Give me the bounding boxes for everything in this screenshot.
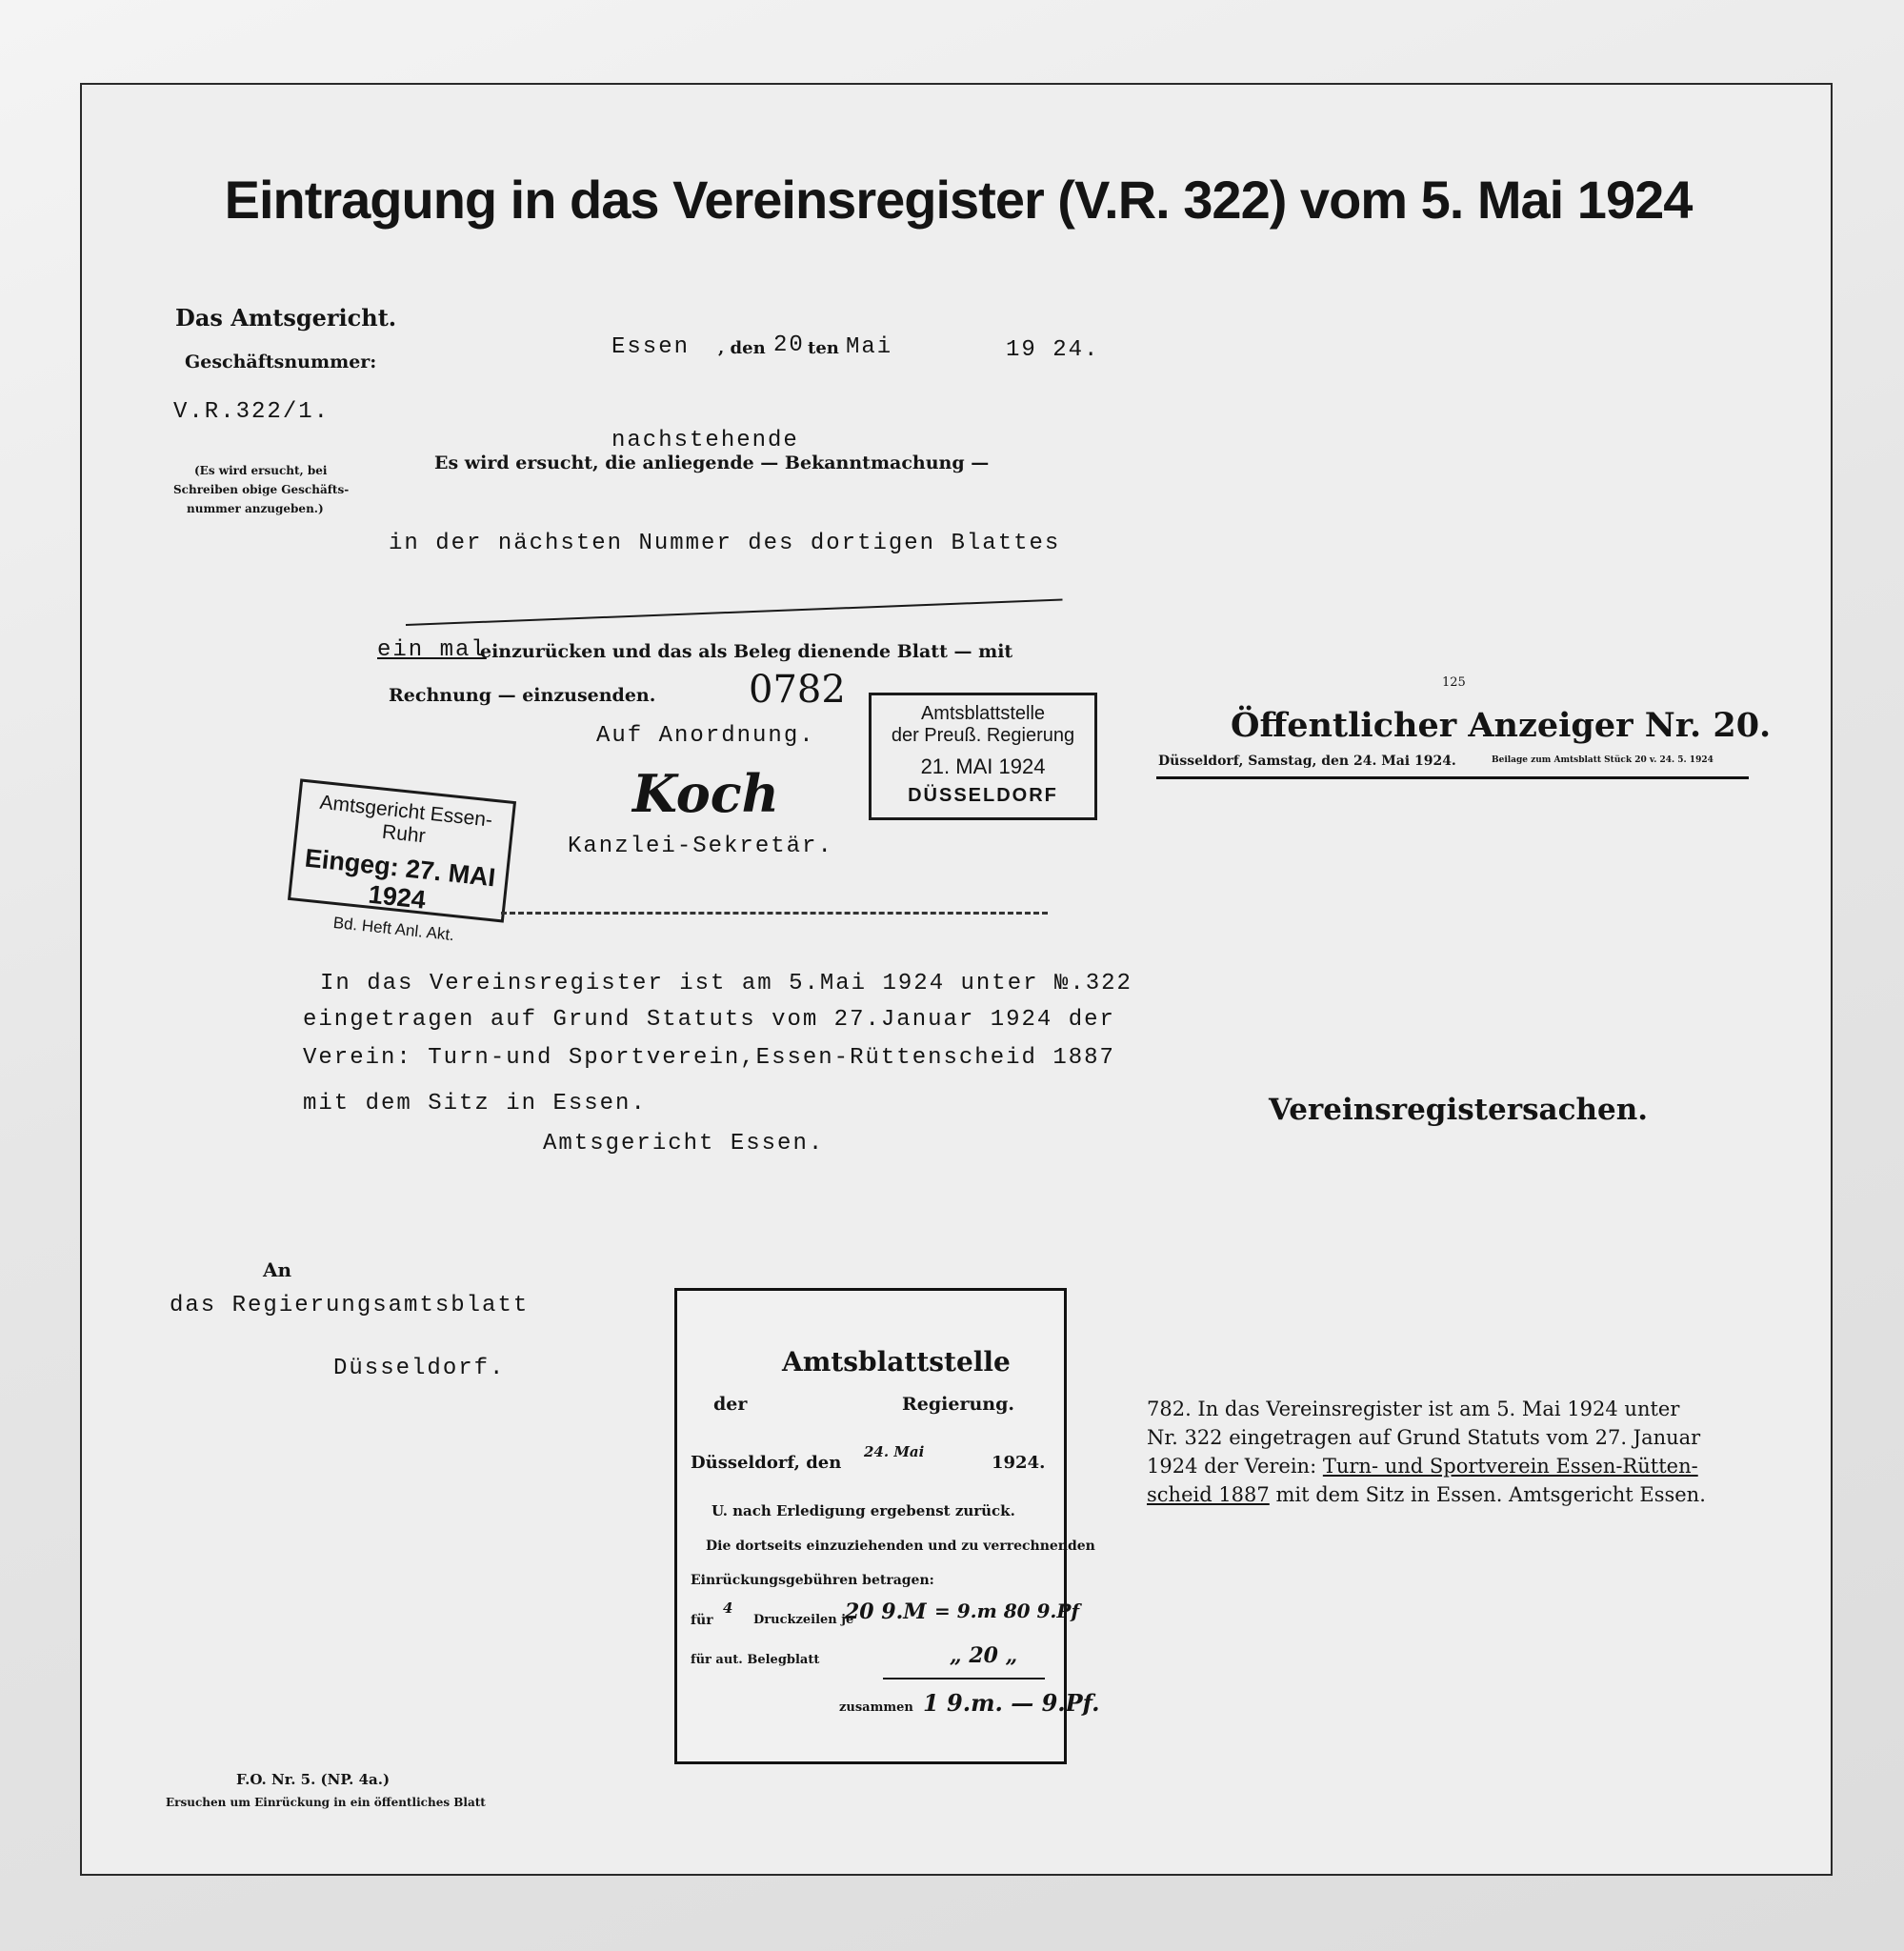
received-stamp-date: Eingeg: 27. MAI 1924	[303, 843, 497, 915]
note-line-2: Schreiben obige Geschäfts-	[173, 483, 350, 496]
form-per-line-hand: 20 9.M	[845, 1599, 927, 1624]
form-place: Düsseldorf, den	[691, 1453, 842, 1473]
by-order: Auf Anordnung.	[596, 723, 815, 749]
newspaper-masthead: Öffentlicher Anzeiger Nr. 20.	[1231, 706, 1772, 745]
notice-line-4b: mit dem Sitz in Essen. Amtsgericht Essen.	[1275, 1483, 1706, 1506]
notice-line-3a: 1924 der Verein:	[1147, 1455, 1317, 1478]
notice-line-2: Nr. 322 eingetragen auf Grund Statuts vom 27. Januar	[1147, 1426, 1701, 1449]
line-insert: einzurücken und das als Beleg dienende Blatt — mit	[480, 641, 1013, 662]
date-prefix: , den	[718, 338, 766, 358]
received-stamp-line-1: Amtsgericht Essen-Ruhr	[318, 791, 494, 848]
form-sum-rule	[883, 1678, 1045, 1679]
to-line-2: Düsseldorf.	[333, 1356, 506, 1381]
form-copy-label: für aut. Belegblatt	[691, 1653, 820, 1667]
line-next-number: in der nächsten Nummer des dortigen Blattes	[389, 531, 1061, 556]
newspaper-dateline: Düsseldorf, Samstag, den 24. Mai 1924.	[1158, 754, 1456, 769]
case-number: V.R.322/1.	[173, 399, 331, 425]
form-sub-right: Regierung.	[902, 1394, 1015, 1415]
office-stamp-line-2: der Preuß. Regierung	[891, 725, 1075, 746]
separator-dashes	[501, 912, 1048, 915]
ein-mal: ein mal	[377, 637, 487, 663]
form-sum-label: zusammen	[839, 1700, 913, 1715]
request-line: Es wird ersucht, die anliegende — Bekanntmachung —	[434, 453, 990, 473]
masthead-rule	[1156, 776, 1749, 779]
form-sub-left: der	[713, 1394, 748, 1415]
court-name: Das Amtsgericht.	[175, 304, 397, 332]
form-fees-line-2: Einrückungsgebühren betragen:	[691, 1573, 934, 1588]
form-description: Ersuchen um Einrückung in ein öffentliches Blatt	[166, 1796, 486, 1809]
case-number-label: Geschäftsnummer:	[185, 352, 377, 372]
form-returned: U. nach Erledigung ergebenst zurück.	[711, 1502, 1015, 1519]
notice-line-1: 782. In das Vereinsregister ist am 5. Mai 1924 unter	[1147, 1398, 1680, 1420]
line-invoice: Rechnung — einzusenden.	[389, 685, 656, 706]
page-title: Eintragung in das Vereinsregister (V.R. 322) vom 5. Mai 1924	[224, 170, 1693, 230]
newspaper-page: 125	[1442, 675, 1466, 690]
entry-line-3: Verein: Turn-und Sportverein,Essen-Rüttenscheid 1887	[303, 1045, 1115, 1071]
signature: Koch	[632, 763, 779, 824]
day-suffix: ten	[808, 338, 839, 358]
entry-signoff: Amtsgericht Essen.	[543, 1131, 825, 1157]
form-fees-line-1: Die dortseits einzuziehenden und zu verrechnenden	[706, 1539, 1095, 1554]
insert-word: nachstehende	[611, 428, 799, 453]
document-sheet	[80, 83, 1833, 1876]
form-sum-hand: 1 9.m. — 9.Pf.	[923, 1689, 1100, 1717]
to-label: An	[263, 1258, 292, 1281]
letter-month: Mai	[846, 334, 893, 360]
form-code: F.O. Nr. 5. (NP. 4a.)	[236, 1771, 391, 1788]
entry-line-2: eingetragen auf Grund Statuts vom 27.Januar 1924 der	[303, 1007, 1115, 1033]
notice-line-3	[1147, 1455, 1698, 1478]
form-date-hand: 24. Mai	[864, 1443, 925, 1460]
note-line-3: nummer anzugeben.)	[187, 502, 324, 515]
entry-line-4: mit dem Sitz in Essen.	[303, 1091, 647, 1116]
newspaper-supplement: Beilage zum Amtsblatt Stück 20 v. 24. 5. 1924	[1492, 755, 1714, 765]
received-stamp	[288, 778, 516, 945]
note-line-1: (Es wird ersucht, bei	[194, 464, 328, 477]
to-line-1: das Regierungsamtsblatt	[170, 1293, 530, 1318]
letter-year: 19 24.	[1006, 337, 1100, 363]
reference-number: 0782	[749, 668, 846, 712]
form-lines-hand: 4	[723, 1599, 733, 1617]
notice-club-name-end: scheid 1887	[1147, 1483, 1270, 1506]
received-stamp-line-3: Bd. Heft Anl. Akt.	[331, 913, 455, 945]
form-total-lines-hand: = 9.m 80 9.Pf	[934, 1599, 1080, 1622]
notice-line-4	[1147, 1483, 1706, 1506]
letter-place: Essen	[611, 334, 691, 360]
office-stamp-city: DÜSSELDORF	[908, 785, 1058, 806]
form-lines-label: Druckzeilen je	[753, 1613, 854, 1627]
newspaper-section: Vereinsregistersachen.	[1269, 1093, 1649, 1127]
office-stamp-date: 21. MAI 1924	[920, 754, 1046, 778]
office-stamp	[869, 693, 1097, 820]
fee-form	[674, 1288, 1100, 1764]
office-stamp-line-1: Amtsblattstelle	[920, 703, 1046, 724]
form-copy-hand: „ 20 „	[950, 1643, 1018, 1668]
entry-line-1: In das Vereinsregister ist am 5.Mai 1924 unter №.322	[320, 971, 1132, 996]
strike-line	[406, 599, 1063, 626]
letter-day: 20	[773, 332, 805, 358]
form-year: 1924.	[992, 1453, 1046, 1473]
signer-title: Kanzlei-Sekretär.	[568, 834, 833, 859]
form-for-label: für	[691, 1613, 713, 1628]
form-title: Amtsblattstelle	[782, 1346, 1011, 1378]
notice-club-name: Turn- und Sportverein Essen-Rütten-	[1322, 1455, 1698, 1478]
